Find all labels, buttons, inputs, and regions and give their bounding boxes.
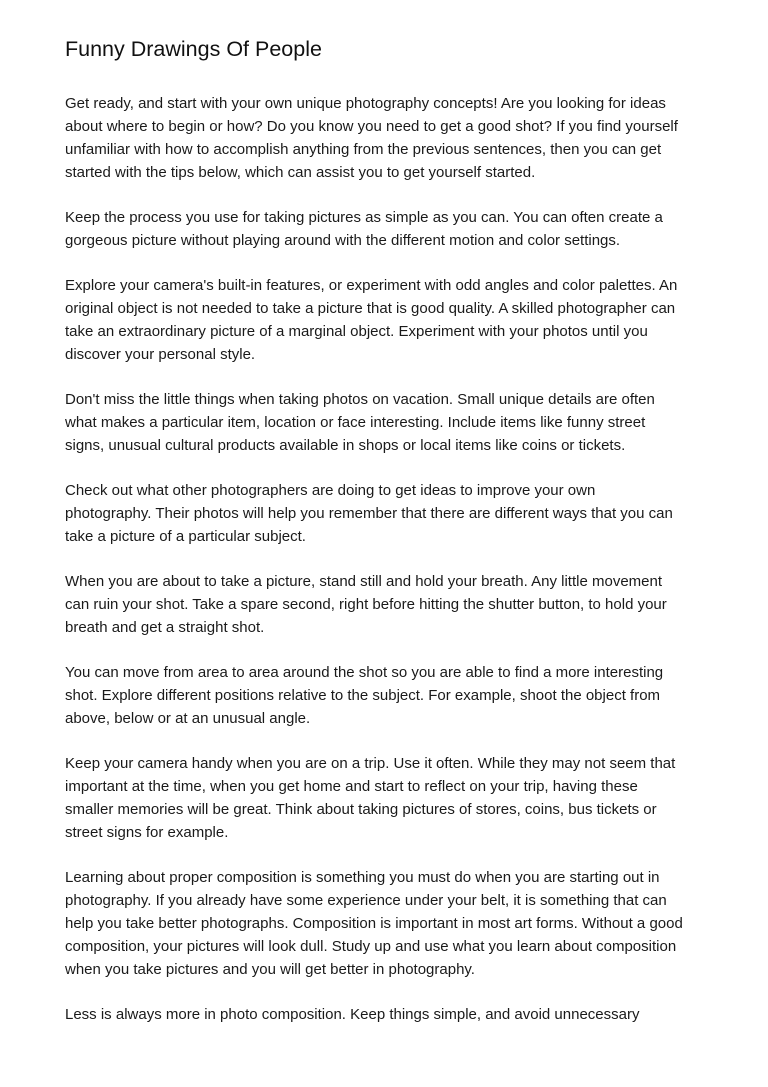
paragraph-10: Less is always more in photo composition. Keep things simple, and avoid unnecessary: [65, 1006, 640, 1023]
paragraph-7: You can move from area to area around the shot so you are able to find a more interesting shot. Explore different positions relative to the subject. For example, shoot the object from above, below or at an unusual angle.: [65, 664, 664, 727]
document-page: [65, 36, 715, 1048]
paragraph-8: Keep your camera handy when you are on a trip. Use it often. While they may not seem that important at the time, when you get home and start to reflect on your trip, having these smaller memories will be great. Think about taking pictures of stores, coins, bus tickets or street signs for example.: [65, 755, 676, 841]
paragraph-1: Get ready, and start with your own unique photography concepts! Are you looking for ideas about where to begin or how? Do you know you need to get a good shot? If you find yourself unfamiliar with how to accomplish anything from the previous sentences, then you can get started with the tips below, which can assist you to get yourself started.: [65, 95, 678, 181]
paragraph-4: Don't miss the little things when taking photos on vacation. Small unique details are often what makes a particular item, location or face interesting. Include items like funny street signs, unusual cultural products available in shops or local items like coins or tickets.: [65, 391, 655, 454]
paragraph-9: Learning about proper composition is something you must do when you are starting out in photography. If you already have some experience under your belt, it is something that can help you take better photographs. Composition is important in most art forms. Without a good composition, your pictures will look dull. Study up and use what you learn about composition when you take pictures and you will get better in photography.: [65, 869, 683, 978]
paragraph-3: Explore your camera's built-in features, or experiment with odd angles and color palettes. An original object is not needed to take a picture that is good quality. A skilled photographer can take an extraordinary picture of a marginal object. Experiment with your photos until you discover your personal style.: [65, 277, 678, 363]
paragraph-5: Check out what other photographers are doing to get ideas to improve your own photography. Their photos will help you remember that there are different ways that you can take a picture of a particular subject.: [65, 482, 673, 545]
page-title: Funny Drawings Of People: [65, 37, 322, 61]
paragraph-2: Keep the process you use for taking pictures as simple as you can. You can often create a gorgeous picture without playing around with the different motion and color settings.: [65, 209, 663, 249]
paragraph-6: When you are about to take a picture, stand still and hold your breath. Any little movement can ruin your shot. Take a spare second, right before hitting the shutter button, to hold your breath and get a straight shot.: [65, 573, 667, 636]
